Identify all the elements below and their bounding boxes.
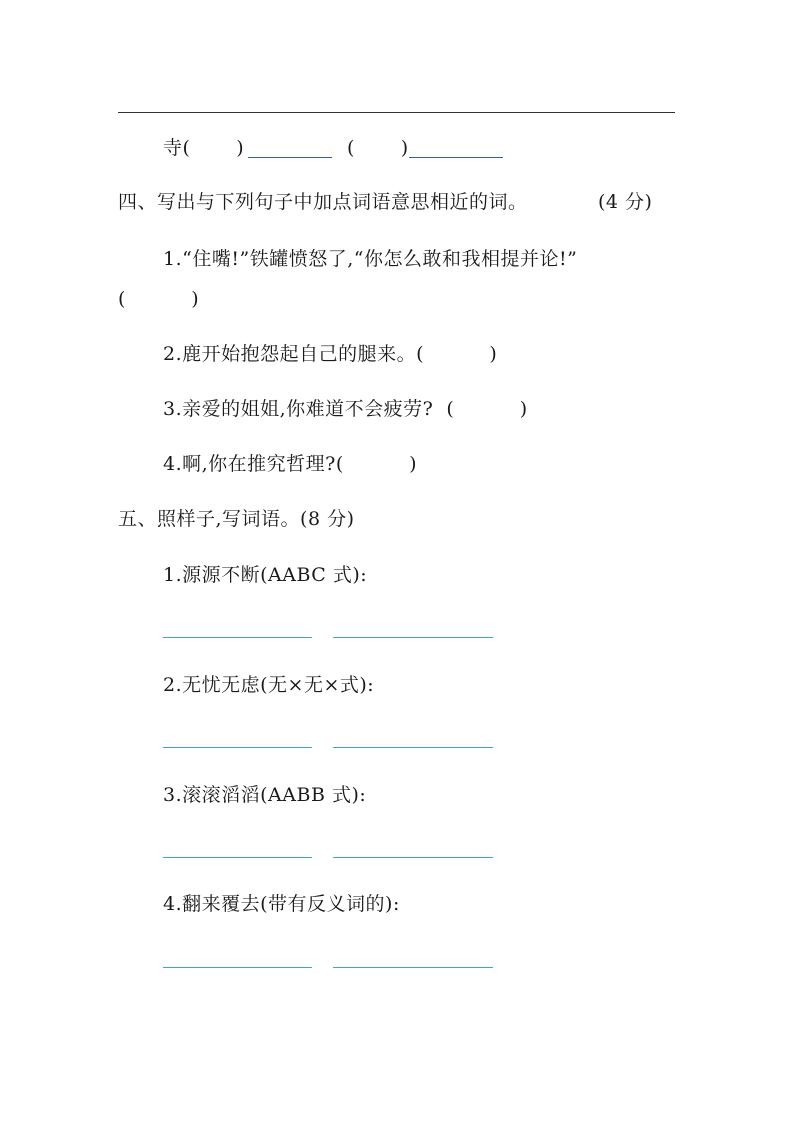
section5-q4-answer-line-2[interactable] xyxy=(333,967,493,968)
section4-q1-line2[interactable]: ( ) xyxy=(118,288,200,310)
section4-q4[interactable]: 4.啊,你在推究哲理?( ) xyxy=(163,453,418,475)
section4-title: 四、写出与下列句子中加点词语意思相近的词。 xyxy=(118,191,528,213)
section5-q2-answer-line-1[interactable] xyxy=(163,747,312,748)
top-row-blank-a[interactable] xyxy=(248,157,332,158)
header-rule xyxy=(118,112,675,113)
top-row-blank-b[interactable] xyxy=(409,157,503,158)
section5-q3: 3.滚滚滔滔(AABB 式): xyxy=(163,784,367,806)
section5-q4: 4.翻来覆去(带有反义词的): xyxy=(163,893,400,915)
section5-q1-answer-line-1[interactable] xyxy=(163,637,312,638)
section5-q1-answer-line-2[interactable] xyxy=(333,637,493,638)
section5-title: 五、照样子,写词语。(8 分) xyxy=(118,508,355,530)
section5-q3-answer-line-2[interactable] xyxy=(333,857,493,858)
section4-q3[interactable]: 3.亲爱的姐姐,你难道不会疲劳? ( ) xyxy=(163,398,528,420)
section4-score: (4 分) xyxy=(598,191,653,213)
section4-q2[interactable]: 2.鹿开始抱怨起自己的腿来。( ) xyxy=(163,343,498,365)
section5-q3-answer-line-1[interactable] xyxy=(163,857,312,858)
section4-q1-line1: 1.“住嘴!”铁罐愤怒了,“你怎么敢和我相提并论!” xyxy=(163,248,578,270)
top-row-text-b: ( ) xyxy=(347,137,409,159)
section5-q1: 1.源源不断(AABC 式): xyxy=(163,564,368,586)
top-row-text-a: 寺( ) xyxy=(163,137,245,159)
section5-q4-answer-line-1[interactable] xyxy=(163,967,312,968)
section5-q2-answer-line-2[interactable] xyxy=(333,747,493,748)
section5-q2: 2.无忧无虑(无×无×式): xyxy=(163,674,375,696)
